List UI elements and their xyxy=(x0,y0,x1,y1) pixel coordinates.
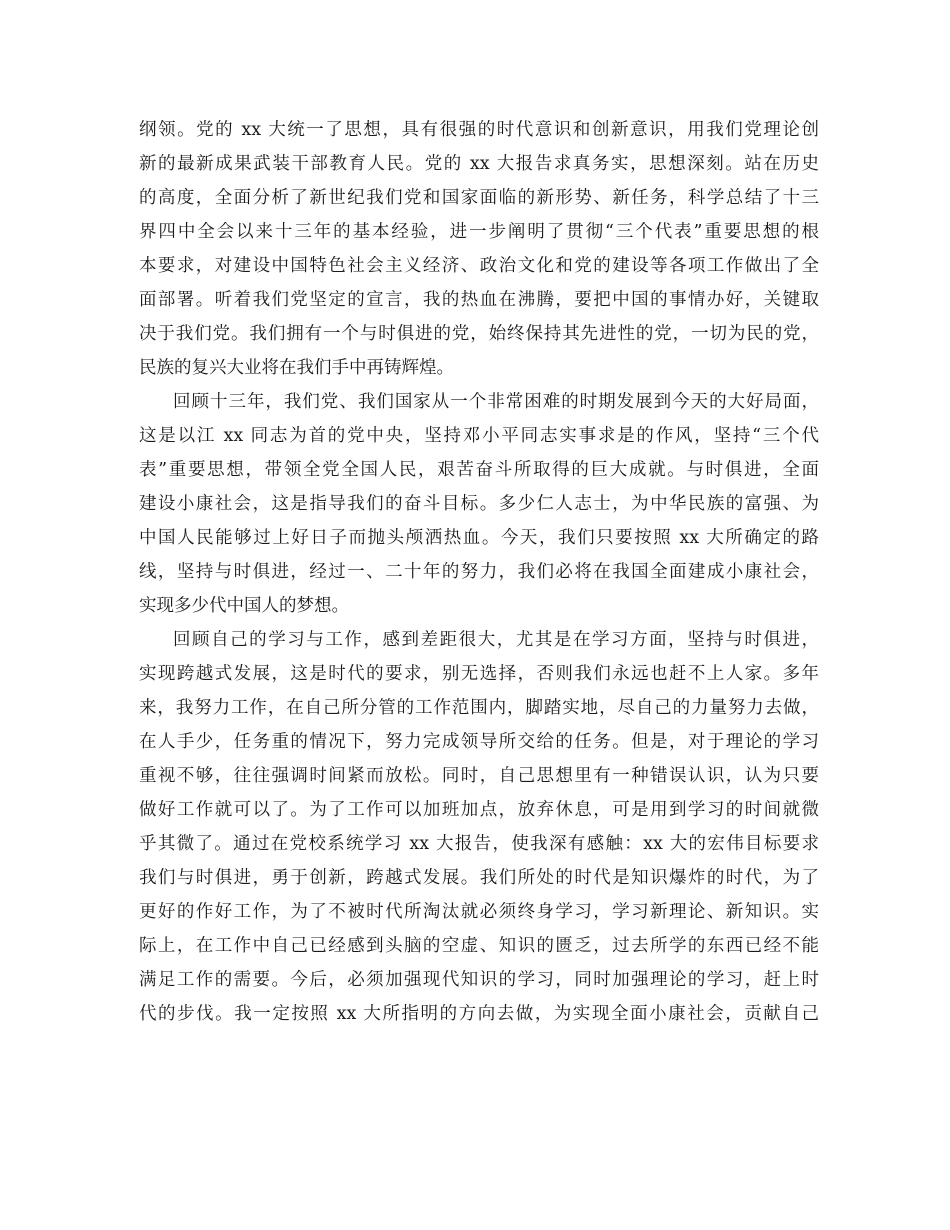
text-line: 民族的复兴大业将在我们手中再铸辉煌。 xyxy=(139,358,454,378)
text-line: 乎其微了。通过在党校系统学习 xx 大报告，使我深有感触：xx 大的宏伟目标要求 xyxy=(139,834,819,854)
text-line: 际上，在工作中自己已经感到头脑的空虚、知识的匮乏，过去所学的东西已经不能 xyxy=(139,936,819,956)
text-line: 实现跨越式发展，这是时代的要求，别无选择，否则我们永远也赶不上人家。多年 xyxy=(139,664,819,684)
text-line: 建设小康社会，这是指导我们的奋斗目标。多少仁人志士，为中华民族的富强、为 xyxy=(139,494,819,514)
text-line: 新的最新成果武装干部教育人民。党的 xx 大报告求真务实，思想深刻。站在历史 xyxy=(139,154,819,174)
text-line: 我们与时俱进，勇于创新，跨越式发展。我们所处的时代是知识爆炸的时代，为了 xyxy=(139,868,819,888)
text-line: 中国人民能够过上好日子而抛头颅洒热血。今天，我们只要按照 xx 大所确定的路 xyxy=(139,528,819,548)
document-body xyxy=(139,113,819,1031)
text-line: 在人手少，任务重的情况下，努力完成领导所交给的任务。但是，对于理论的学习 xyxy=(139,732,819,752)
text-line: 决于我们党。我们拥有一个与时俱进的党，始终保持其先进性的党，一切为民的党， xyxy=(139,324,819,344)
text-line: 的高度，全面分析了新世纪我们党和国家面临的新形势、新任务，科学总结了十三 xyxy=(139,188,819,208)
text-line: 做好工作就可以了。为了工作可以加班加点，放弃休息，可是用到学习的时间就微 xyxy=(139,800,819,820)
text-line: 实现多少代中国人的梦想。 xyxy=(139,596,349,616)
text-line: 重视不够，往往强调时间紧而放松。同时，自己思想里有一种错误认识，认为只要 xyxy=(139,766,819,786)
text-line: 面部署。听着我们党坚定的宣言，我的热血在沸腾，要把中国的事情办好，关键取 xyxy=(139,290,819,310)
text-line: 纲领。党的 xx 大统一了思想，具有很强的时代意识和创新意识，用我们党理论创 xyxy=(139,120,819,140)
text-line: 来，我努力工作，在自己所分管的工作范围内，脚踏实地，尽自己的力量努力去做， xyxy=(139,698,819,718)
text-line: 回顾自己的学习与工作，感到差距很大，尤其是在学习方面，坚持与时俱进， xyxy=(173,630,819,650)
text-line: 线，坚持与时俱进，经过一、二十年的努力，我们必将在我国全面建成小康社会， xyxy=(139,562,819,582)
text-line: 界四中全会以来十三年的基本经验，进一步阐明了贯彻“三个代表”重要思想的根 xyxy=(139,222,819,242)
text-line: 满足工作的需要。今后，必须加强现代知识的学习，同时加强理论的学习，赶上时 xyxy=(139,970,819,990)
text-line: 代的步伐。我一定按照 xx 大所指明的方向去做，为实现全面小康社会，贡献自己 xyxy=(139,1004,819,1024)
text-line: 这是以江 xx 同志为首的党中央，坚持邓小平同志实事求是的作风，坚持“三个代 xyxy=(139,426,819,446)
text-line: 本要求，对建设中国特色社会主义经济、政治文化和党的建设等各项工作做出了全 xyxy=(139,256,819,276)
text-line: 更好的作好工作，为了不被时代所淘汰就必须终身学习，学习新理论、新知识。实 xyxy=(139,902,819,922)
text-line: 表”重要思想，带领全党全国人民，艰苦奋斗所取得的巨大成就。与时俱进，全面 xyxy=(139,460,819,480)
text-line: 回顾十三年，我们党、我们国家从一个非常困难的时期发展到今天的大好局面， xyxy=(173,392,819,412)
